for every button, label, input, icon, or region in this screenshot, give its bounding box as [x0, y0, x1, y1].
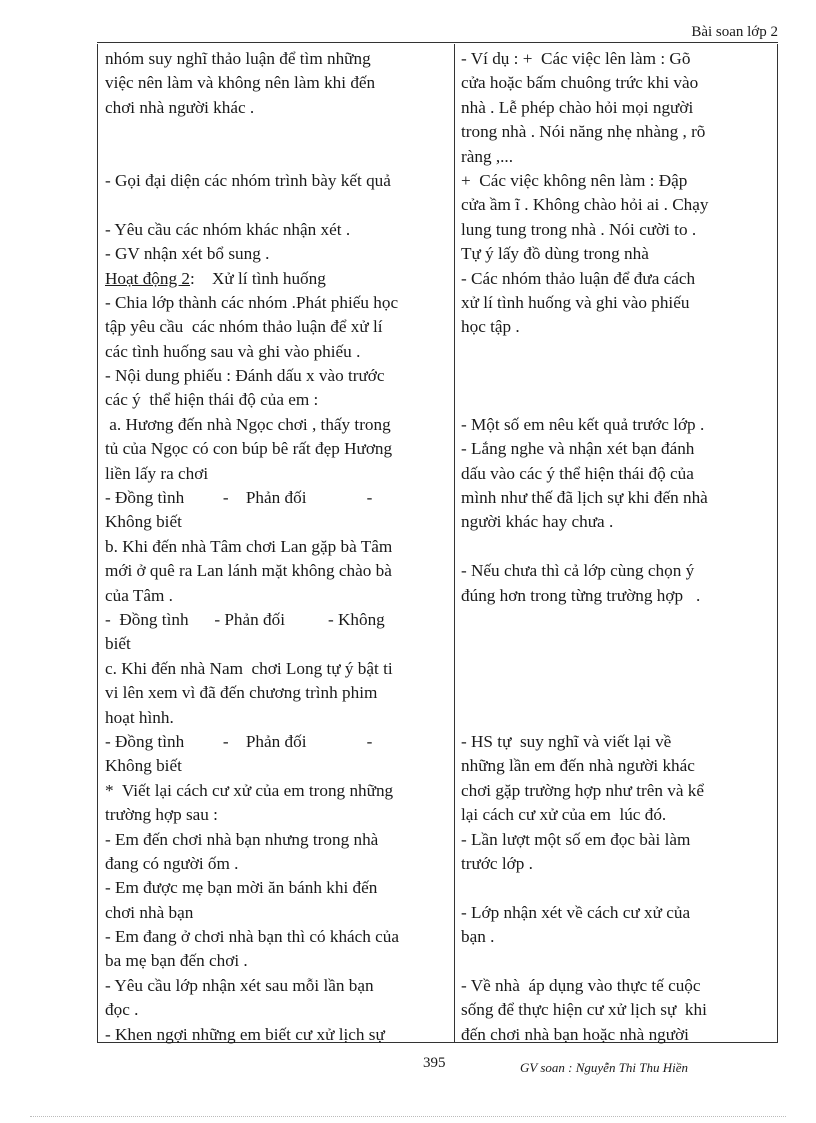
text-line: xử lí tình huống và ghi vào phiếu [461, 292, 690, 312]
text-line: - Một số em nêu kết quả trước lớp . [461, 414, 705, 434]
text-line: hoạt hình. [105, 707, 174, 727]
text-line [105, 193, 448, 217]
text-line: cửa ầm ĩ . Không chào hỏi ai . Chạy [461, 195, 709, 215]
text-line: các ý thể hiện thái độ của em : [105, 390, 319, 410]
text-line: - Em đang ở chơi nhà bạn thì có khách của [105, 927, 400, 947]
text-line [461, 949, 771, 973]
text-line: - Đồng tình - Phản đối - [105, 488, 373, 508]
text-line: trường hợp sau : [105, 805, 218, 825]
text-line: - Đồng tình - Phản đối - Không [105, 609, 385, 629]
text-line: * Viết lại cách cư xử của em trong những [105, 780, 394, 800]
text-line: - Các nhóm thảo luận để đưa cách [461, 268, 696, 288]
text-line: Không biết [105, 756, 182, 776]
activity-title: : Xử lí tình huống [189, 268, 326, 288]
text-line: nhà . Lễ phép chào hỏi mọi người [461, 97, 694, 117]
text-line: bạn . [461, 927, 495, 947]
text-line: - Lớp nhận xét về cách cư xử của [461, 902, 691, 922]
text-line [461, 876, 771, 900]
text-line: biết [105, 634, 131, 654]
text-line: dấu vào các ý thể hiện thái độ của [461, 463, 694, 483]
text-line: việc nên làm và không nên làm khi đến [105, 73, 376, 93]
text-line: tập yêu cầu các nhóm thảo luận để xử lí [105, 317, 383, 337]
teacher-activities-column [98, 44, 455, 1042]
text-line [461, 706, 771, 730]
text-line: - Lần lượt một số em đọc bài làm [461, 829, 691, 849]
text-line: chơi nhà người khác . [105, 97, 255, 117]
author-credit: GV soan : Nguyễn Thi Thu Hiền [520, 1060, 689, 1075]
text-line: lại cách cư xử của em lúc đó. [461, 805, 667, 825]
text-line: mình như thế đã lịch sự khi đến nhà [461, 488, 708, 508]
text-line: - Ví dụ : + Các việc lên làm : Gõ [461, 49, 691, 68]
text-line: - Chia lớp thành các nhóm .Phát phiếu học [105, 292, 399, 312]
text-line: - Em đến chơi nhà bạn nhưng trong nhà [105, 829, 379, 849]
activity-label: Hoạt động 2 [105, 268, 190, 288]
page-header: Bài soan lớp 2 [691, 24, 778, 40]
text-line: - Lắng nghe và nhận xét bạn đánh [461, 439, 695, 459]
text-line: - HS tự suy nghĩ và viết lại về [461, 731, 672, 751]
text-line: học tập . [461, 317, 520, 337]
text-line: Tự ý lấy đồ dùng trong nhà [461, 244, 649, 264]
text-line: sống để thực hiện cư xử lịch sự khi [461, 1000, 707, 1020]
text-line: - GV nhận xét bổ sung . [105, 244, 270, 264]
text-line: các tình huống sau và ghi vào phiếu . [105, 341, 361, 361]
text-line: đang có người ốm . [105, 853, 239, 873]
text-line: + Các việc không nên làm : Đập [461, 170, 688, 190]
text-line: cửa hoặc bấm chuông trức khi vào [461, 73, 699, 93]
text-line: - Yêu cầu các nhóm khác nhận xét . [105, 219, 351, 239]
text-line [461, 681, 771, 705]
text-line [105, 145, 448, 169]
text-line: tủ của Ngọc có con búp bê rất đẹp Hương [105, 439, 393, 459]
text-line [105, 120, 448, 144]
text-line: đến chơi nhà bạn hoặc nhà người [461, 1024, 689, 1044]
page-number: 395 [423, 1055, 446, 1071]
text-line [461, 364, 771, 388]
text-line: trong nhà . Nói năng nhẹ nhàng , rõ [461, 122, 706, 142]
text-line [461, 340, 771, 364]
text-line: Không biết [105, 512, 182, 532]
text-line [461, 632, 771, 656]
text-line: những lần em đến nhà người khác [461, 756, 695, 776]
text-line: mới ở quê ra Lan lánh mặt không chào bà [105, 561, 392, 581]
text-line: b. Khi đến nhà Tâm chơi Lan gặp bà Tâm [105, 536, 393, 556]
text-line: trước lớp . [461, 853, 533, 873]
text-line: người khác hay chưa . [461, 512, 614, 532]
text-line: chơi gặp trường hợp như trên và kể [461, 780, 705, 800]
student-activities-column [455, 44, 777, 1042]
text-line: - Nội dung phiếu : Đánh dấu x vào trước [105, 366, 385, 386]
page-bottom-divider [30, 1116, 786, 1117]
text-line: - Em được mẹ bạn mời ăn bánh khi đến [105, 878, 378, 898]
text-line: - Về nhà áp dụng vào thực tế cuộc [461, 975, 701, 995]
text-line: - Đồng tình - Phản đối - [105, 731, 373, 751]
lesson-table [97, 44, 778, 1043]
text-line: vi lên xem vì đã đến chương trình phim [105, 683, 378, 703]
text-line: liền lấy ra chơi [105, 463, 209, 483]
text-line: - Yêu cầu lớp nhận xét sau mỗi lần bạn [105, 975, 374, 995]
text-line: - Nếu chưa thì cả lớp cùng chọn ý [461, 561, 695, 581]
text-line [461, 388, 771, 412]
text-line: - Khen ngợi những em biết cư xử lịch sự [105, 1024, 385, 1044]
text-line: nhóm suy nghĩ thảo luận để tìm những [105, 49, 371, 68]
text-line: lung tung trong nhà . Nói cười to . [461, 219, 697, 239]
activity-heading [105, 267, 448, 291]
text-line: - Gọi đại diện các nhóm trình bày kết quả [105, 170, 391, 190]
text-line [461, 657, 771, 681]
text-line [461, 535, 771, 559]
text-line: của Tâm . [105, 585, 173, 605]
text-line: đúng hơn trong từng trường hợp . [461, 585, 701, 605]
text-line: ràng ,... [461, 146, 514, 166]
text-line: ba mẹ bạn đến chơi . [105, 951, 248, 971]
table-top-border [97, 42, 778, 43]
text-line: đọc . [105, 1000, 139, 1020]
text-line: c. Khi đến nhà Nam chơi Long tự ý bật ti [105, 658, 393, 678]
text-line: chơi nhà bạn [105, 902, 194, 922]
text-line: a. Hương đến nhà Ngọc chơi , thấy trong [105, 414, 391, 434]
text-line [461, 608, 771, 632]
